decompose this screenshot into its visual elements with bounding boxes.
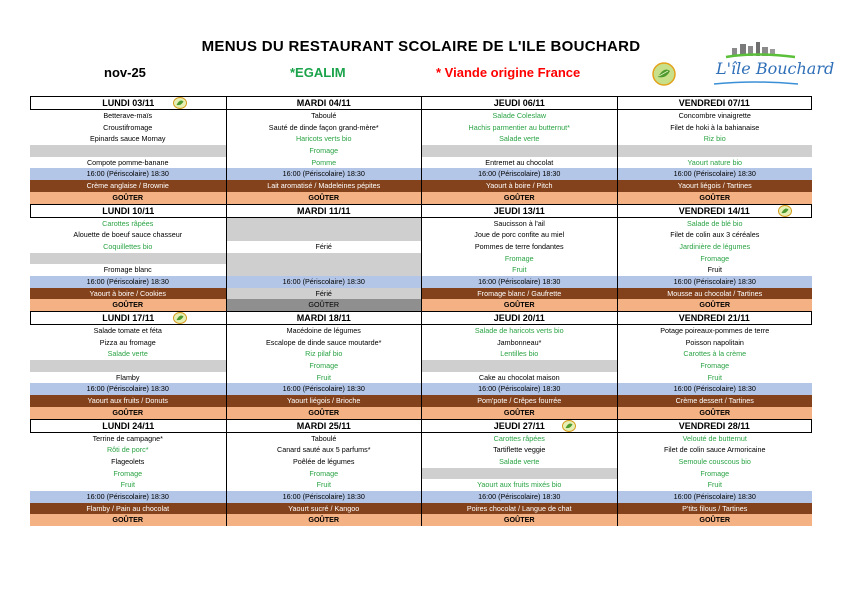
menu-item: Flamby (115, 372, 140, 382)
menu-item: Salade de blé bio (617, 218, 813, 230)
menu-item: Velouté de butternut (617, 433, 813, 445)
day-header-label: MARDI 11/11 (296, 205, 351, 216)
day-header-label: LUNDI 03/11 (102, 98, 155, 108)
menu-item: Fruit (226, 479, 422, 491)
day-header-label: LUNDI 17/11 (102, 313, 155, 323)
town-skyline-icon (710, 40, 835, 88)
day-header (421, 311, 617, 325)
menu-item: Macédoine de légumes (226, 325, 422, 337)
menu-item: Coquillettes bio (103, 241, 153, 251)
periscolaire-hours: 16:00 (Périscolaire) 18:30 (30, 491, 226, 503)
menu-item: Poêlée de légumes (226, 456, 422, 468)
periscolaire-hours: 16:00 (Périscolaire) 18:30 (226, 383, 422, 395)
menu-item: Taboulé (226, 110, 422, 122)
menu-item: Jambonneau* (421, 337, 617, 349)
day-header (226, 204, 422, 218)
menu-item: Betterave-maïs (103, 111, 153, 120)
day-header-label: LUNDI 24/11 (102, 420, 155, 431)
menu-item (226, 229, 422, 241)
menu-item: Canard sauté aux 5 parfums* (226, 444, 422, 456)
menu-item: Fruit (226, 372, 422, 384)
menu-title: MENUS DU RESTAURANT SCOLAIRE DE L'ILE BOUCHARD (201, 38, 641, 55)
menu-item: Poisson napolitain (617, 337, 813, 349)
gouter-label: GOÛTER (30, 192, 226, 204)
menu-item: Riz pilaf bio (226, 348, 422, 360)
gouter-snack: Crème anglaise / Brownie (30, 180, 226, 192)
periscolaire-hours: 16:00 (Périscolaire) 18:30 (30, 383, 226, 395)
menu-item: Fromage (617, 468, 813, 480)
day-header (30, 96, 226, 110)
menu-item (30, 360, 226, 372)
day-header (617, 311, 813, 325)
gouter-label: GOÛTER (421, 407, 617, 419)
gouter-label: GOÛTER (30, 514, 226, 526)
gouter-snack: Yaourt à boire / Cookies (30, 288, 226, 300)
gouter-snack: Yaourt liégois / Brioche (226, 395, 422, 407)
menu-item: Haricots verts bio (226, 133, 422, 145)
menu-item: Croustifromage (103, 122, 153, 132)
menu-item: Hachis parmentier au butternut* (421, 122, 617, 134)
gouter-snack: Crème dessert / Tartines (617, 395, 813, 407)
menu-item: Fruit (617, 479, 813, 491)
menu-item: Joue de porc confite au miel (421, 229, 617, 241)
menu-item: Férié (226, 241, 422, 253)
day-header-label: VENDREDI 28/11 (678, 420, 750, 431)
menu-item (226, 264, 422, 276)
leaf-badge-icon (562, 420, 576, 432)
leaf-badge-icon (173, 312, 187, 324)
day-header (30, 419, 226, 433)
day-header-label: VENDREDI 21/11 (678, 313, 750, 323)
menu-item: Salade verte (107, 349, 148, 359)
menu-item: Fromage (226, 360, 422, 372)
menu-item: Taboulé (226, 433, 422, 445)
menu-item: Carottes râpées (421, 433, 617, 445)
gouter-label: GOÛTER (226, 192, 422, 204)
menu-item: Fruit (421, 264, 617, 276)
gouter-snack: Férié (226, 288, 422, 300)
gouter-snack: Lait aromatisé / Madeleines pépites (226, 180, 422, 192)
menu-item: Lentilles bio (421, 348, 617, 360)
gouter-snack: Yaourt liégois / Tartines (617, 180, 813, 192)
gouter-snack: Yaourt sucré / Kangoo (226, 503, 422, 515)
day-header-label: MARDI 04/11 (296, 98, 351, 108)
day-header (421, 204, 617, 218)
ile-bouchard-logo (710, 40, 835, 88)
menu-item: Salade Coleslaw (421, 110, 617, 122)
viande-origine-label: * Viande origine France (436, 65, 581, 80)
day-header-label: JEUDI 27/11 (493, 420, 545, 431)
menu-item: Compote pomme-banane (86, 157, 169, 167)
periscolaire-hours: 16:00 (Périscolaire) 18:30 (617, 383, 813, 395)
periscolaire-hours: 16:00 (Périscolaire) 18:30 (30, 276, 226, 288)
menu-item: Riz bio (617, 133, 813, 145)
menu-item: Filet de hoki à la bahianaise (617, 122, 813, 134)
menu-item: Pommes de terre fondantes (421, 241, 617, 253)
day-header (226, 96, 422, 110)
menu-item (226, 218, 422, 230)
gouter-label: GOÛTER (226, 299, 422, 311)
menu-item: Pizza au fromage (99, 337, 156, 347)
menu-item: Pomme (226, 157, 422, 169)
menu-item: Alouette de boeuf sauce chasseur (73, 230, 183, 240)
menu-item: Terrine de campagne* (92, 433, 163, 443)
periscolaire-hours: 16:00 (Périscolaire) 18:30 (617, 168, 813, 180)
gouter-snack: Yaourt aux fruits / Donuts (30, 395, 226, 407)
day-header-label: MARDI 25/11 (296, 420, 351, 431)
menu-item: Jardinière de légumes (617, 241, 813, 253)
day-header-label: JEUDI 13/11 (493, 205, 545, 216)
menu-item (421, 145, 617, 157)
menu-item: Salade tomate et féta (93, 326, 162, 335)
periscolaire-hours: 16:00 (Périscolaire) 18:30 (617, 276, 813, 288)
town-logo-text: L'île Bouchard (716, 59, 835, 78)
gouter-label: GOÛTER (226, 514, 422, 526)
menu-item: Fromage (617, 360, 813, 372)
menu-item: Yaourt nature bio (617, 157, 813, 169)
gouter-label: GOÛTER (30, 299, 226, 311)
leaf-badge-icon (778, 205, 792, 217)
gouter-snack: Mousse au chocolat / Tartines (617, 288, 813, 300)
menu-item: Yaourt aux fruits mixés bio (421, 479, 617, 491)
periscolaire-hours: 16:00 (Périscolaire) 18:30 (617, 491, 813, 503)
periscolaire-hours: 16:00 (Périscolaire) 18:30 (421, 491, 617, 503)
menu-item: Potage poireaux-pommes de terre (617, 325, 813, 337)
leaf-emblem-icon (652, 62, 676, 86)
day-header-label: JEUDI 20/11 (493, 313, 545, 323)
gouter-snack: P'tits filous / Tartines (617, 503, 813, 515)
periscolaire-hours: 16:00 (Périscolaire) 18:30 (30, 168, 226, 180)
menu-item: Fromage (617, 253, 813, 265)
menu-item: Tartiflette veggie (421, 444, 617, 456)
menu-item: Salade verte (421, 456, 617, 468)
menu-item: Fromage (226, 145, 422, 157)
menu-item: Fromage (113, 468, 143, 478)
menu-item: Semoule couscous bio (617, 456, 813, 468)
gouter-snack: Poires chocolat / Langue de chat (421, 503, 617, 515)
menu-item: Salade verte (421, 133, 617, 145)
menu-item: Fruit (120, 480, 135, 490)
menu-item: Fruit (617, 372, 813, 384)
menu-item: Filet de colin aux 3 céréales (617, 229, 813, 241)
day-header (617, 419, 813, 433)
menu-item: Carottes à la crème (617, 348, 813, 360)
gouter-label: GOÛTER (421, 299, 617, 311)
gouter-label: GOÛTER (421, 192, 617, 204)
day-header (421, 96, 617, 110)
day-header-label: JEUDI 06/11 (493, 98, 545, 108)
menu-item: Escalope de dinde sauce moutarde* (226, 337, 422, 349)
menu-item: Cake au chocolat maison (421, 372, 617, 384)
gouter-label: GOÛTER (617, 514, 813, 526)
day-header (226, 419, 422, 433)
day-header (30, 204, 226, 218)
gouter-label: GOÛTER (226, 407, 422, 419)
menu-item: Saucisson à l'ail (421, 218, 617, 230)
menu-item (30, 145, 226, 157)
gouter-label: GOÛTER (30, 407, 226, 419)
menu-item (421, 360, 617, 372)
day-header-label: VENDREDI 07/11 (678, 98, 750, 108)
day-header (226, 311, 422, 325)
menu-item: Fromage (421, 253, 617, 265)
menu-item: Epinards sauce Mornay (89, 134, 166, 144)
gouter-snack: Fromage blanc / Gaufrette (421, 288, 617, 300)
gouter-snack: Yaourt à boire / Pitch (421, 180, 617, 192)
menu-item: Salade de haricots verts bio (421, 325, 617, 337)
gouter-label: GOÛTER (617, 299, 813, 311)
gouter-label: GOÛTER (421, 514, 617, 526)
menu-item (30, 253, 226, 265)
gouter-snack: Flamby / Pain au chocolat (30, 503, 226, 515)
menu-item: Filet de colin sauce Armoricaine (617, 444, 813, 456)
gouter-label: GOÛTER (617, 192, 813, 204)
menu-item: Concombre vinaigrette (617, 110, 813, 122)
menu-item: Fromage (226, 468, 422, 480)
periscolaire-hours: 16:00 (Périscolaire) 18:30 (226, 276, 422, 288)
day-header-label: MARDI 18/11 (296, 313, 351, 323)
gouter-label: GOÛTER (617, 407, 813, 419)
leaf-badge-icon (173, 97, 187, 109)
egalim-label: *EGALIM (290, 65, 346, 80)
day-header-label: VENDREDI 14/11 (678, 205, 750, 216)
menu-item: Rôti de porc* (106, 445, 149, 455)
day-header-label: LUNDI 10/11 (102, 205, 155, 216)
periscolaire-hours: 16:00 (Périscolaire) 18:30 (226, 491, 422, 503)
month-label: nov-25 (104, 65, 146, 80)
menu-item (421, 468, 617, 480)
menu-item (226, 253, 422, 265)
periscolaire-hours: 16:00 (Périscolaire) 18:30 (421, 276, 617, 288)
menu-item: Sauté de dinde façon grand-mère* (226, 122, 422, 134)
menu-item (617, 145, 813, 157)
menu-item: Flageolets (111, 456, 145, 466)
day-header (30, 311, 226, 325)
menu-table (30, 96, 812, 526)
menu-item: Carottes râpées (102, 218, 154, 228)
menu-item: Fruit (617, 264, 813, 276)
day-header (617, 96, 813, 110)
periscolaire-hours: 16:00 (Périscolaire) 18:30 (421, 383, 617, 395)
day-header (617, 204, 813, 218)
day-header (421, 419, 617, 433)
menu-item: Fromage blanc (103, 265, 152, 275)
menu-item: Entremet au chocolat (421, 157, 617, 169)
periscolaire-hours: 16:00 (Périscolaire) 18:30 (421, 168, 617, 180)
gouter-snack: Pom'pote / Crêpes fourrée (421, 395, 617, 407)
periscolaire-hours: 16:00 (Périscolaire) 18:30 (226, 168, 422, 180)
